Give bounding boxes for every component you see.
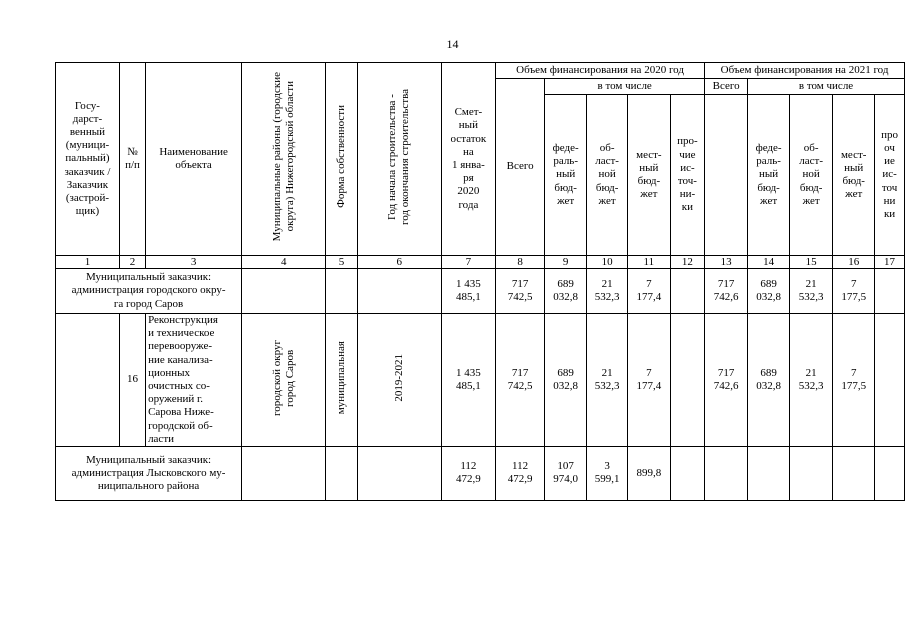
- header-other-2021: про оч ие ис- точ ни ки: [875, 95, 905, 256]
- header-estimated-balance: Смет- ный остаток на 1 янва- ря 2020 года: [441, 63, 495, 256]
- customer-label: Муниципальный заказчик: администрация Лысковского му- ниципального района: [56, 446, 242, 500]
- local-2020-value: 899,8: [628, 446, 671, 500]
- federal-2021-value: [748, 446, 790, 500]
- header-funding-2021: Объем финансирования на 2021 год: [705, 63, 905, 79]
- other-2021-value: [875, 269, 905, 314]
- header-including-2020: в том числе: [545, 79, 705, 95]
- empty-cell: [357, 446, 441, 500]
- column-numbers-row: [56, 256, 905, 269]
- column-number: 3: [146, 256, 242, 269]
- header-years: Год начала строительства - год окончания строительства: [386, 88, 412, 225]
- ownership-cell: [326, 314, 357, 447]
- header-regional-2021: об- ласт- ной бюд- жет: [790, 95, 833, 256]
- column-number: 9: [545, 256, 587, 269]
- federal-2021-value: 689 032,8: [748, 314, 790, 447]
- years-value: 2019-2021: [392, 354, 405, 402]
- header-local-2021: мест- ный бюд- жет: [833, 95, 875, 256]
- local-2021-value: 7 177,5: [833, 269, 875, 314]
- customer-label: Муниципальный заказчик: администрация городского окру- га город Саров: [56, 269, 242, 314]
- regional-2020-value: 21 532,3: [587, 269, 628, 314]
- ownership-value: муниципальная: [334, 341, 347, 415]
- header-number: № п/п: [119, 63, 145, 256]
- total-2020-value: 112 472,9: [496, 446, 545, 500]
- district-cell: [242, 314, 326, 447]
- column-number: 4: [242, 256, 326, 269]
- header-total-2021-blank: [705, 95, 748, 256]
- column-number: 11: [628, 256, 671, 269]
- empty-cell: [326, 269, 357, 314]
- total-2020-value: 717 742,5: [496, 269, 545, 314]
- other-2020-value: [670, 314, 705, 447]
- balance-value: 112 472,9: [441, 446, 495, 500]
- years-cell: [357, 314, 441, 447]
- local-2020-value: 7 177,4: [628, 314, 671, 447]
- other-2020-value: [670, 269, 705, 314]
- empty-cell: [56, 314, 120, 447]
- total-2020-value: 717 742,5: [496, 314, 545, 447]
- column-number: 16: [833, 256, 875, 269]
- column-number: 7: [441, 256, 495, 269]
- empty-cell: [357, 269, 441, 314]
- header-customer: Госу- дарст- венный (муници- пальный) заказчик / Заказчик (застрой- щик): [56, 63, 120, 256]
- header-total-2021: Всего: [705, 79, 748, 95]
- column-number: 15: [790, 256, 833, 269]
- header-object-name: Наименование объекта: [146, 63, 242, 256]
- table-row-object-16: [56, 314, 905, 447]
- district-value: городской округ город Саров: [270, 339, 296, 416]
- row-number: 16: [119, 314, 145, 447]
- header-federal-2020: феде- раль- ный бюд- жет: [545, 95, 587, 256]
- column-number: 2: [119, 256, 145, 269]
- empty-cell: [326, 446, 357, 500]
- column-number: 1: [56, 256, 120, 269]
- header-local-2020: мест- ный бюд- жет: [628, 95, 671, 256]
- funding-table: [55, 62, 905, 501]
- empty-cell: [242, 446, 326, 500]
- header-regional-2020: об- ласт- ной бюд- жет: [587, 95, 628, 256]
- local-2021-value: 7 177,5: [833, 314, 875, 447]
- header-total-2020: Всего: [496, 79, 545, 256]
- header-districts: Муниципальные районы (городские округа) Нижегородской области: [270, 72, 296, 242]
- regional-2020-value: 21 532,3: [587, 314, 628, 447]
- total-2021-value: 717 742,6: [705, 314, 748, 447]
- other-2021-value: [875, 446, 905, 500]
- object-name: Реконструкция и техническое перевооруже- ние канализа- ционных очистных со- оружений г. Сарова Ниже- городской об- ласти: [146, 314, 242, 447]
- empty-cell: [242, 269, 326, 314]
- federal-2020-value: 107 974,0: [545, 446, 587, 500]
- other-2021-value: [875, 314, 905, 447]
- column-number: 5: [326, 256, 357, 269]
- total-2021-value: [705, 446, 748, 500]
- federal-2020-value: 689 032,8: [545, 269, 587, 314]
- header-years-cell: [357, 63, 441, 256]
- column-number: 13: [705, 256, 748, 269]
- total-2021-value: 717 742,6: [705, 269, 748, 314]
- column-number: 10: [587, 256, 628, 269]
- table-row-sarov-customer: [56, 269, 905, 314]
- header-ownership: Форма собственности: [334, 105, 347, 209]
- regional-2021-value: 21 532,3: [790, 269, 833, 314]
- header-districts-cell: [242, 63, 326, 256]
- other-2020-value: [670, 446, 705, 500]
- federal-2020-value: 689 032,8: [545, 314, 587, 447]
- column-number: 14: [748, 256, 790, 269]
- regional-2020-value: 3 599,1: [587, 446, 628, 500]
- balance-value: 1 435 485,1: [441, 314, 495, 447]
- federal-2021-value: 689 032,8: [748, 269, 790, 314]
- page-number: 14: [446, 37, 459, 51]
- column-number: 17: [875, 256, 905, 269]
- local-2020-value: 7 177,4: [628, 269, 671, 314]
- column-number: 6: [357, 256, 441, 269]
- header-other-2020: про- чие ис- точ- ни- ки: [670, 95, 705, 256]
- column-number: 12: [670, 256, 705, 269]
- local-2021-value: [833, 446, 875, 500]
- header-including-2021: в том числе: [748, 79, 905, 95]
- balance-value: 1 435 485,1: [441, 269, 495, 314]
- header-funding-2020: Объем финансирования на 2020 год: [496, 63, 705, 79]
- column-number: 8: [496, 256, 545, 269]
- regional-2021-value: [790, 446, 833, 500]
- header-ownership-cell: [326, 63, 357, 256]
- header-federal-2021: феде- раль- ный бюд- жет: [748, 95, 790, 256]
- regional-2021-value: 21 532,3: [790, 314, 833, 447]
- table-row-lyskovo-customer: [56, 446, 905, 500]
